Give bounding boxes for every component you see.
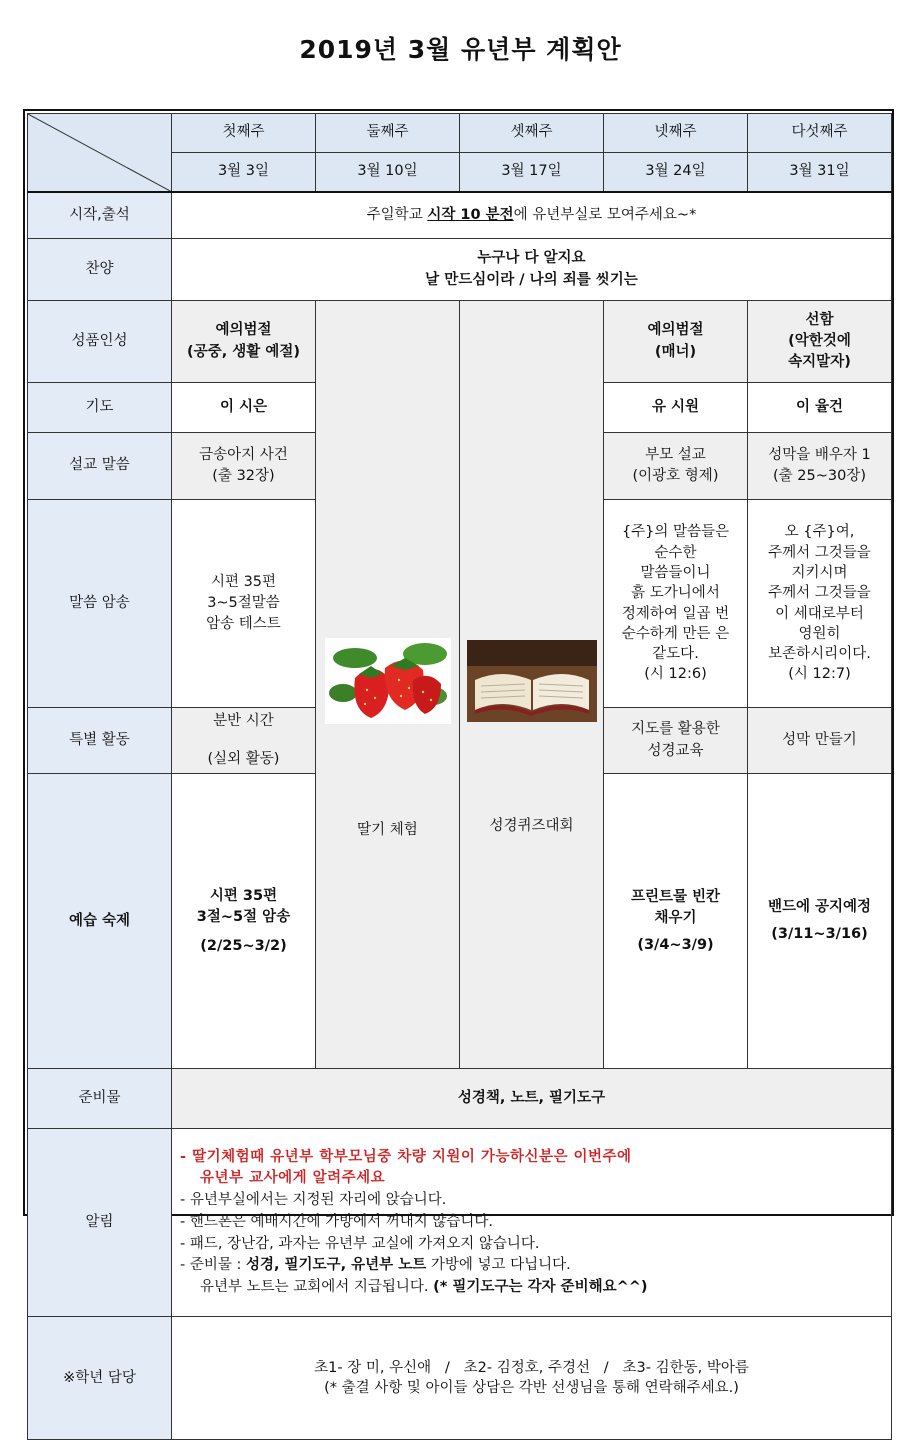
week-5-date: 3월 31일	[748, 153, 892, 192]
activity-week-3-label: 성경퀴즈대회	[489, 818, 574, 835]
supplies-text: 성경책, 노트, 필기도구	[172, 1069, 892, 1129]
prayer-week-1: 이 시은	[172, 383, 316, 433]
week-3-name: 셋째주	[460, 114, 604, 153]
label-special: 특별 활동	[28, 708, 172, 774]
notice-line-4: - 핸드폰은 예배시간에 가방에서 꺼내지 않습니다.	[180, 1213, 494, 1230]
label-character: 성품인성	[28, 301, 172, 383]
label-praise: 찬양	[28, 239, 172, 301]
open-bible-photo	[464, 640, 599, 722]
page-title: 2019년 3월 유년부 계획안	[299, 35, 622, 64]
activity-week-2	[316, 301, 460, 1069]
activity-week-2-label: 딸기 체험	[357, 822, 418, 839]
week-2-date: 3월 10일	[316, 153, 460, 192]
special-week-1: 분반 시간 (실외 활동)	[172, 708, 316, 774]
character-week-5: 선함 (악한것에 속지말자)	[748, 301, 892, 383]
memorize-week-4: {주}의 말씀들은 순수한 말씀들이니 흙 도가니에서 정제하여 일곱 번 순수하게 만든 은 같도다. (시 12:6)	[604, 500, 748, 708]
notice-line-3: - 유년부실에서는 지정된 자리에 앉습니다.	[180, 1192, 447, 1209]
notice-line-5: - 패드, 장난감, 과자는 유년부 교실에 가져오지 않습니다.	[180, 1235, 540, 1252]
memorize-week-1: 시편 35편 3~5절말씀 암송 테스트	[172, 500, 316, 708]
notice-line-7: 유년부 노트는 교회에서 지급됩니다. (* 필기도구는 각자 준비해요^^)	[200, 1279, 648, 1296]
week-4-date: 3월 24일	[604, 153, 748, 192]
sermon-week-5: 성막을 배우자 1 (출 25~30장)	[748, 433, 892, 500]
teachers-text: 초1- 장 미, 우신애 / 초2- 김정호, 주경선 / 초3- 김한동, 박아름 (* 출결 사항 및 아이들 상담은 각반 선생님을 통해 연락해주세요.)	[172, 1317, 892, 1440]
week-3-date: 3월 17일	[460, 153, 604, 192]
label-supplies: 준비물	[28, 1069, 172, 1129]
week-2-name: 둘째주	[316, 114, 460, 153]
homework-week-1: 시편 35편 3절~5절 암송 (2/25~3/2)	[172, 774, 316, 1069]
label-prayer: 기도	[28, 383, 172, 433]
week-1-name: 첫째주	[172, 114, 316, 153]
bible-image-icon	[467, 640, 597, 722]
praise-songs: 누구나 다 알지요 날 만드심이라 / 나의 죄를 씻기는	[172, 239, 892, 301]
label-teachers: ※학년 담당	[28, 1317, 172, 1440]
label-homework: 예습 숙제	[28, 774, 172, 1069]
notice-line-6: - 준비물 : 성경, 필기도구, 유년부 노트 가방에 넣고 다닙니다.	[180, 1257, 571, 1274]
week-1-date: 3월 3일	[172, 153, 316, 192]
sermon-week-1: 금송아지 사건 (출 32장)	[172, 433, 316, 500]
character-week-4: 예의범절 (매너)	[604, 301, 748, 383]
notice-list	[172, 1129, 892, 1317]
memorize-week-5: 오 {주}여, 주께서 그것들을 지키시며 주께서 그것들을 이 세대로부터 영원히 보존하시리이다. (시 12:7)	[748, 500, 892, 708]
character-week-1: 예의범절 (공중, 생활 예절)	[172, 301, 316, 383]
special-week-4: 지도를 활용한 성경교육	[604, 708, 748, 774]
label-notice: 알림	[28, 1129, 172, 1317]
week-5-name: 다섯째주	[748, 114, 892, 153]
strawberry-image-icon	[325, 638, 451, 724]
label-attendance: 시작,출석	[28, 192, 172, 239]
homework-week-3: 밴드에 공지예정 (3/11~3/16)	[748, 774, 892, 1069]
diagonal-line	[28, 114, 172, 192]
prayer-week-5: 이 율건	[748, 383, 892, 433]
corner-cell	[28, 114, 172, 192]
special-week-5: 성막 만들기	[748, 708, 892, 774]
week-4-name: 넷째주	[604, 114, 748, 153]
label-memorize: 말씀 암송	[28, 500, 172, 708]
prayer-week-4: 유 시원	[604, 383, 748, 433]
label-sermon: 설교 말씀	[28, 433, 172, 500]
plan-table	[27, 113, 892, 1440]
notice-red-line-2: 유년부 교사에게 알려주세요	[200, 1170, 386, 1187]
activity-week-3	[460, 301, 604, 1069]
sermon-week-4: 부모 설교 (이광호 형제)	[604, 433, 748, 500]
homework-week-2: 프린트물 빈칸 채우기 (3/4~3/9)	[604, 774, 748, 1069]
strawberry-photo	[320, 638, 455, 724]
notice-red-line-1: - 딸기체험때 유년부 학부모님중 차량 지원이 가능하신분은 이번주에	[180, 1148, 632, 1165]
attendance-text: 주일학교 시작 10 분전에 유년부실로 모여주세요~*	[172, 192, 892, 239]
